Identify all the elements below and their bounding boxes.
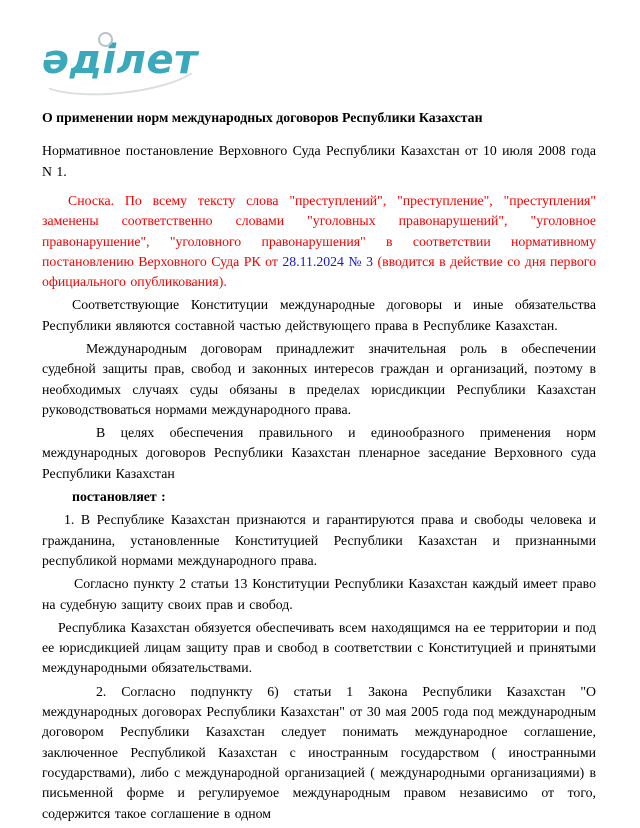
adilet-logo xyxy=(42,36,596,90)
footnote-text-after-link: (вводится в действие со дня первого официального опубликования). xyxy=(42,253,596,290)
document-content xyxy=(42,108,596,824)
footnote-text-before-link: Сноска. По всему тексту слова "преступлений", "преступление", "преступления" заменены соответственно словами "уголовных правонарушений", "уголовное правонарушение", "уголовного правонарушения" в соответствии нормативному постановлению Верховного Суда РК от xyxy=(42,192,596,269)
paragraph-role-of-treaties: Международным договорам принадлежит значительная роль в обеспечении судебной защиты прав, свобод и законных интересов граждан и организаций, поэтому в необходимых случаях суды обязаны в пределах юрисдикции Республики Казахстан руководствоваться нормами международного права. xyxy=(42,340,596,417)
paragraph-purpose: В целях обеспечения правильного и единообразного применения норм международных договоров Республики Казахстан пленарное заседание Верховного суда Республики Казахстан xyxy=(42,425,596,481)
amendment-document-link[interactable]: 28.11.2024 № 3 xyxy=(282,253,374,269)
paragraph-treaties-part-of-law: Соответствующие Конституции международные договоры и иные обязательства Республики являются составной частью действующего права в Республике Казахстан. xyxy=(42,297,596,333)
paragraph-resolves-label: постановляет : xyxy=(72,489,166,505)
amendment-footnote xyxy=(42,191,596,292)
paragraph-article-13: Согласно пункту 2 статьи 13 Конституции Республики Казахстан каждый имеет право на судебную защиту своих прав и свобод. xyxy=(42,576,596,612)
paragraph-point-1: 1. В Республике Казахстан признаются и гарантируются права и свободы человека и гражданина, установленные Конституцией Республики Казахстан и признанными республикой нормами международного права. xyxy=(42,512,596,568)
paragraph-point-2: 2. Согласно подпункту 6) статьи 1 Закона Республики Казахстан "О международных договорах Республики Казахстан" от 30 мая 2005 года под международным договором Республики Казахстан следует понимать международное соглашение, заключенное Республикой Казахстан с иностранным государством ( иностранными государствами), либо с международной организацией ( международными организациями) в письменной форме и регулируемое международным правом независимо от того, содержится такое соглашение в одном xyxy=(42,683,596,821)
paragraph-obligation: Республика Казахстан обязуется обеспечивать всем находящимся на ее территории и под ее юрисдикцией лицам защиту прав и свобод в соответствии с Конституцией и принятыми международными обязательствами. xyxy=(42,619,596,676)
adilet-logo-text: әділет xyxy=(42,37,198,83)
document-intro: Нормативное постановление Верховного Суда Республики Казахстан от 10 июля 2008 года N 1. xyxy=(42,143,596,179)
logo-info-ring-icon xyxy=(98,32,113,47)
document-title: О применении норм международных договоров Республики Казахстан xyxy=(42,110,483,125)
